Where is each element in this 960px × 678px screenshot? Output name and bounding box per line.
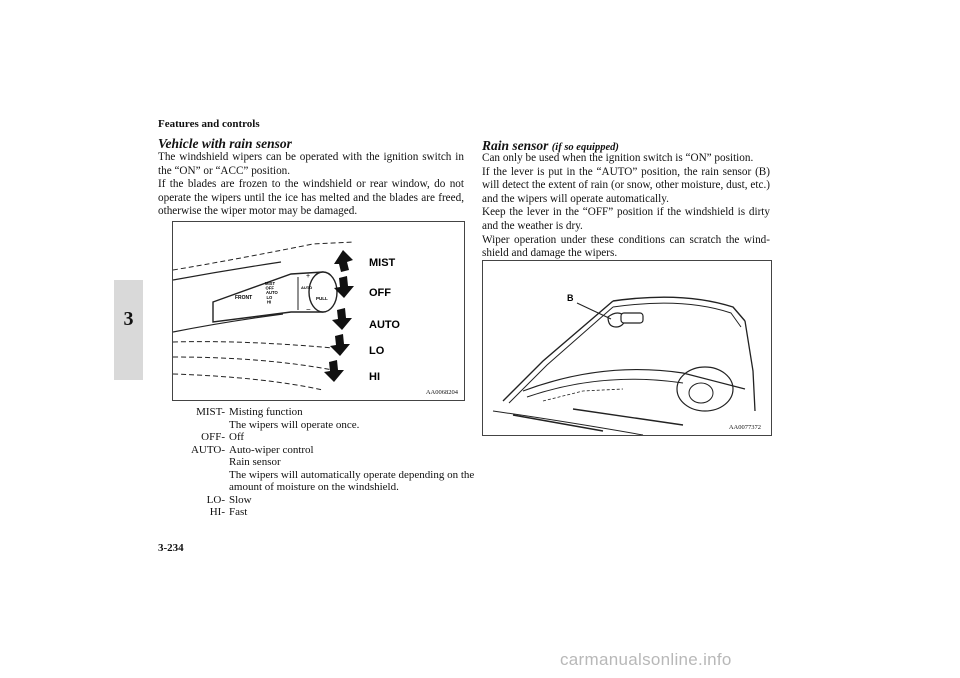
- watermark: carmanualsonline.info: [560, 650, 732, 669]
- legend-row: [172, 431, 465, 444]
- legend-row: [172, 506, 465, 519]
- position-label: HI: [369, 371, 380, 383]
- intro-paragraph: [158, 151, 464, 219]
- legend-key: OFF-: [201, 431, 225, 443]
- windshield-illustration: [482, 260, 772, 436]
- legend-line: amount of moisture on the windshield.: [229, 481, 399, 493]
- position-labels: [369, 257, 400, 383]
- plus-mark: +: [306, 273, 311, 280]
- position-arrow: [332, 308, 352, 330]
- legend-description: [229, 506, 465, 519]
- chapter-tab: [114, 280, 143, 380]
- legend-line: Fast: [229, 506, 248, 518]
- rain-sensor-qualifier: (if so equipped): [551, 142, 619, 153]
- stalk-front-label: FRONT: [235, 295, 253, 301]
- legend-line: The wipers will operate once.: [229, 418, 360, 431]
- stalk-label: HI: [267, 299, 272, 305]
- stalk-label: LO: [266, 294, 273, 300]
- stalk-label: AUTO: [266, 290, 278, 296]
- legend-line: Slow: [229, 493, 252, 506]
- stalk-auto-label: AUTO: [301, 285, 313, 290]
- legend-row: [172, 443, 475, 494]
- rain-sensor-title: Rain sensor: [482, 138, 549, 153]
- callout-b: B: [567, 293, 574, 303]
- legend-description: [229, 494, 465, 507]
- position-legend: [172, 406, 475, 519]
- position-label: OFF: [369, 287, 391, 299]
- stalk-label: MIST: [265, 281, 276, 286]
- intro-text: The windshield wipers can be operated with the ignition switch in the “ON” or “ACC” position. If the blades are frozen to the windshield or rear window, do not operate the wipers until the ice has melted and the blades are freed, otherwise the wiper motor may be damaged.: [158, 151, 464, 218]
- figure-code: AA0068204: [425, 389, 458, 396]
- legend-description: [229, 443, 475, 494]
- stalk-label: OFF: [265, 285, 274, 291]
- legend-key: HI-: [209, 506, 225, 518]
- legend-key: AUTO-: [190, 443, 225, 456]
- legend-row: [172, 406, 465, 431]
- legend-description: [229, 431, 465, 444]
- position-label: AUTO: [369, 319, 400, 331]
- position-label: LO: [369, 345, 385, 357]
- figure-code: AA0077372: [728, 424, 761, 431]
- rain-sensor-paragraph: [482, 152, 770, 261]
- legend-line: Off: [229, 431, 245, 443]
- legend-line: Rain sensor: [229, 456, 281, 468]
- legend-key: MIST-: [196, 406, 225, 418]
- windshield-drawing: [483, 261, 771, 435]
- legend-row: [172, 494, 465, 507]
- rain-sensor-text: Can only be used when the ignition switch is “ON” position. If the lever is put in the “AUTO” position, the rain sensor (B) will detect the extent of rain (or snow, other moisture, dust, etc.) and the wipers will operate automatically. Keep the lever in the “OFF” position if the windshield is dirty and the weather is dry. Wiper operation under these conditions can scratch the wind-shield and damage the wipers.: [482, 152, 770, 260]
- position-arrow: [330, 334, 350, 356]
- legend-line: Auto-wiper control: [229, 443, 314, 456]
- position-arrow: [334, 250, 353, 272]
- legend-line: The wipers will automatically operate depending on the: [229, 468, 475, 481]
- position-arrows: [324, 250, 354, 382]
- stalk-pull-label: PULL: [316, 296, 328, 301]
- position-label: MIST: [369, 257, 396, 269]
- legend-description: [229, 406, 465, 431]
- minus-mark: −: [306, 305, 311, 314]
- chapter-number: 3: [123, 308, 134, 330]
- legend-line: Misting function: [229, 406, 303, 418]
- position-arrow: [324, 360, 344, 382]
- section-heading-rain-sensor-vehicle: Vehicle with rain sensor: [158, 136, 292, 151]
- wiper-lever-drawing: [173, 222, 464, 400]
- legend-key: LO-: [206, 493, 225, 506]
- wiper-lever-illustration: [172, 221, 465, 401]
- section-header: Features and controls: [158, 118, 260, 130]
- page-number: 3-234: [158, 542, 184, 554]
